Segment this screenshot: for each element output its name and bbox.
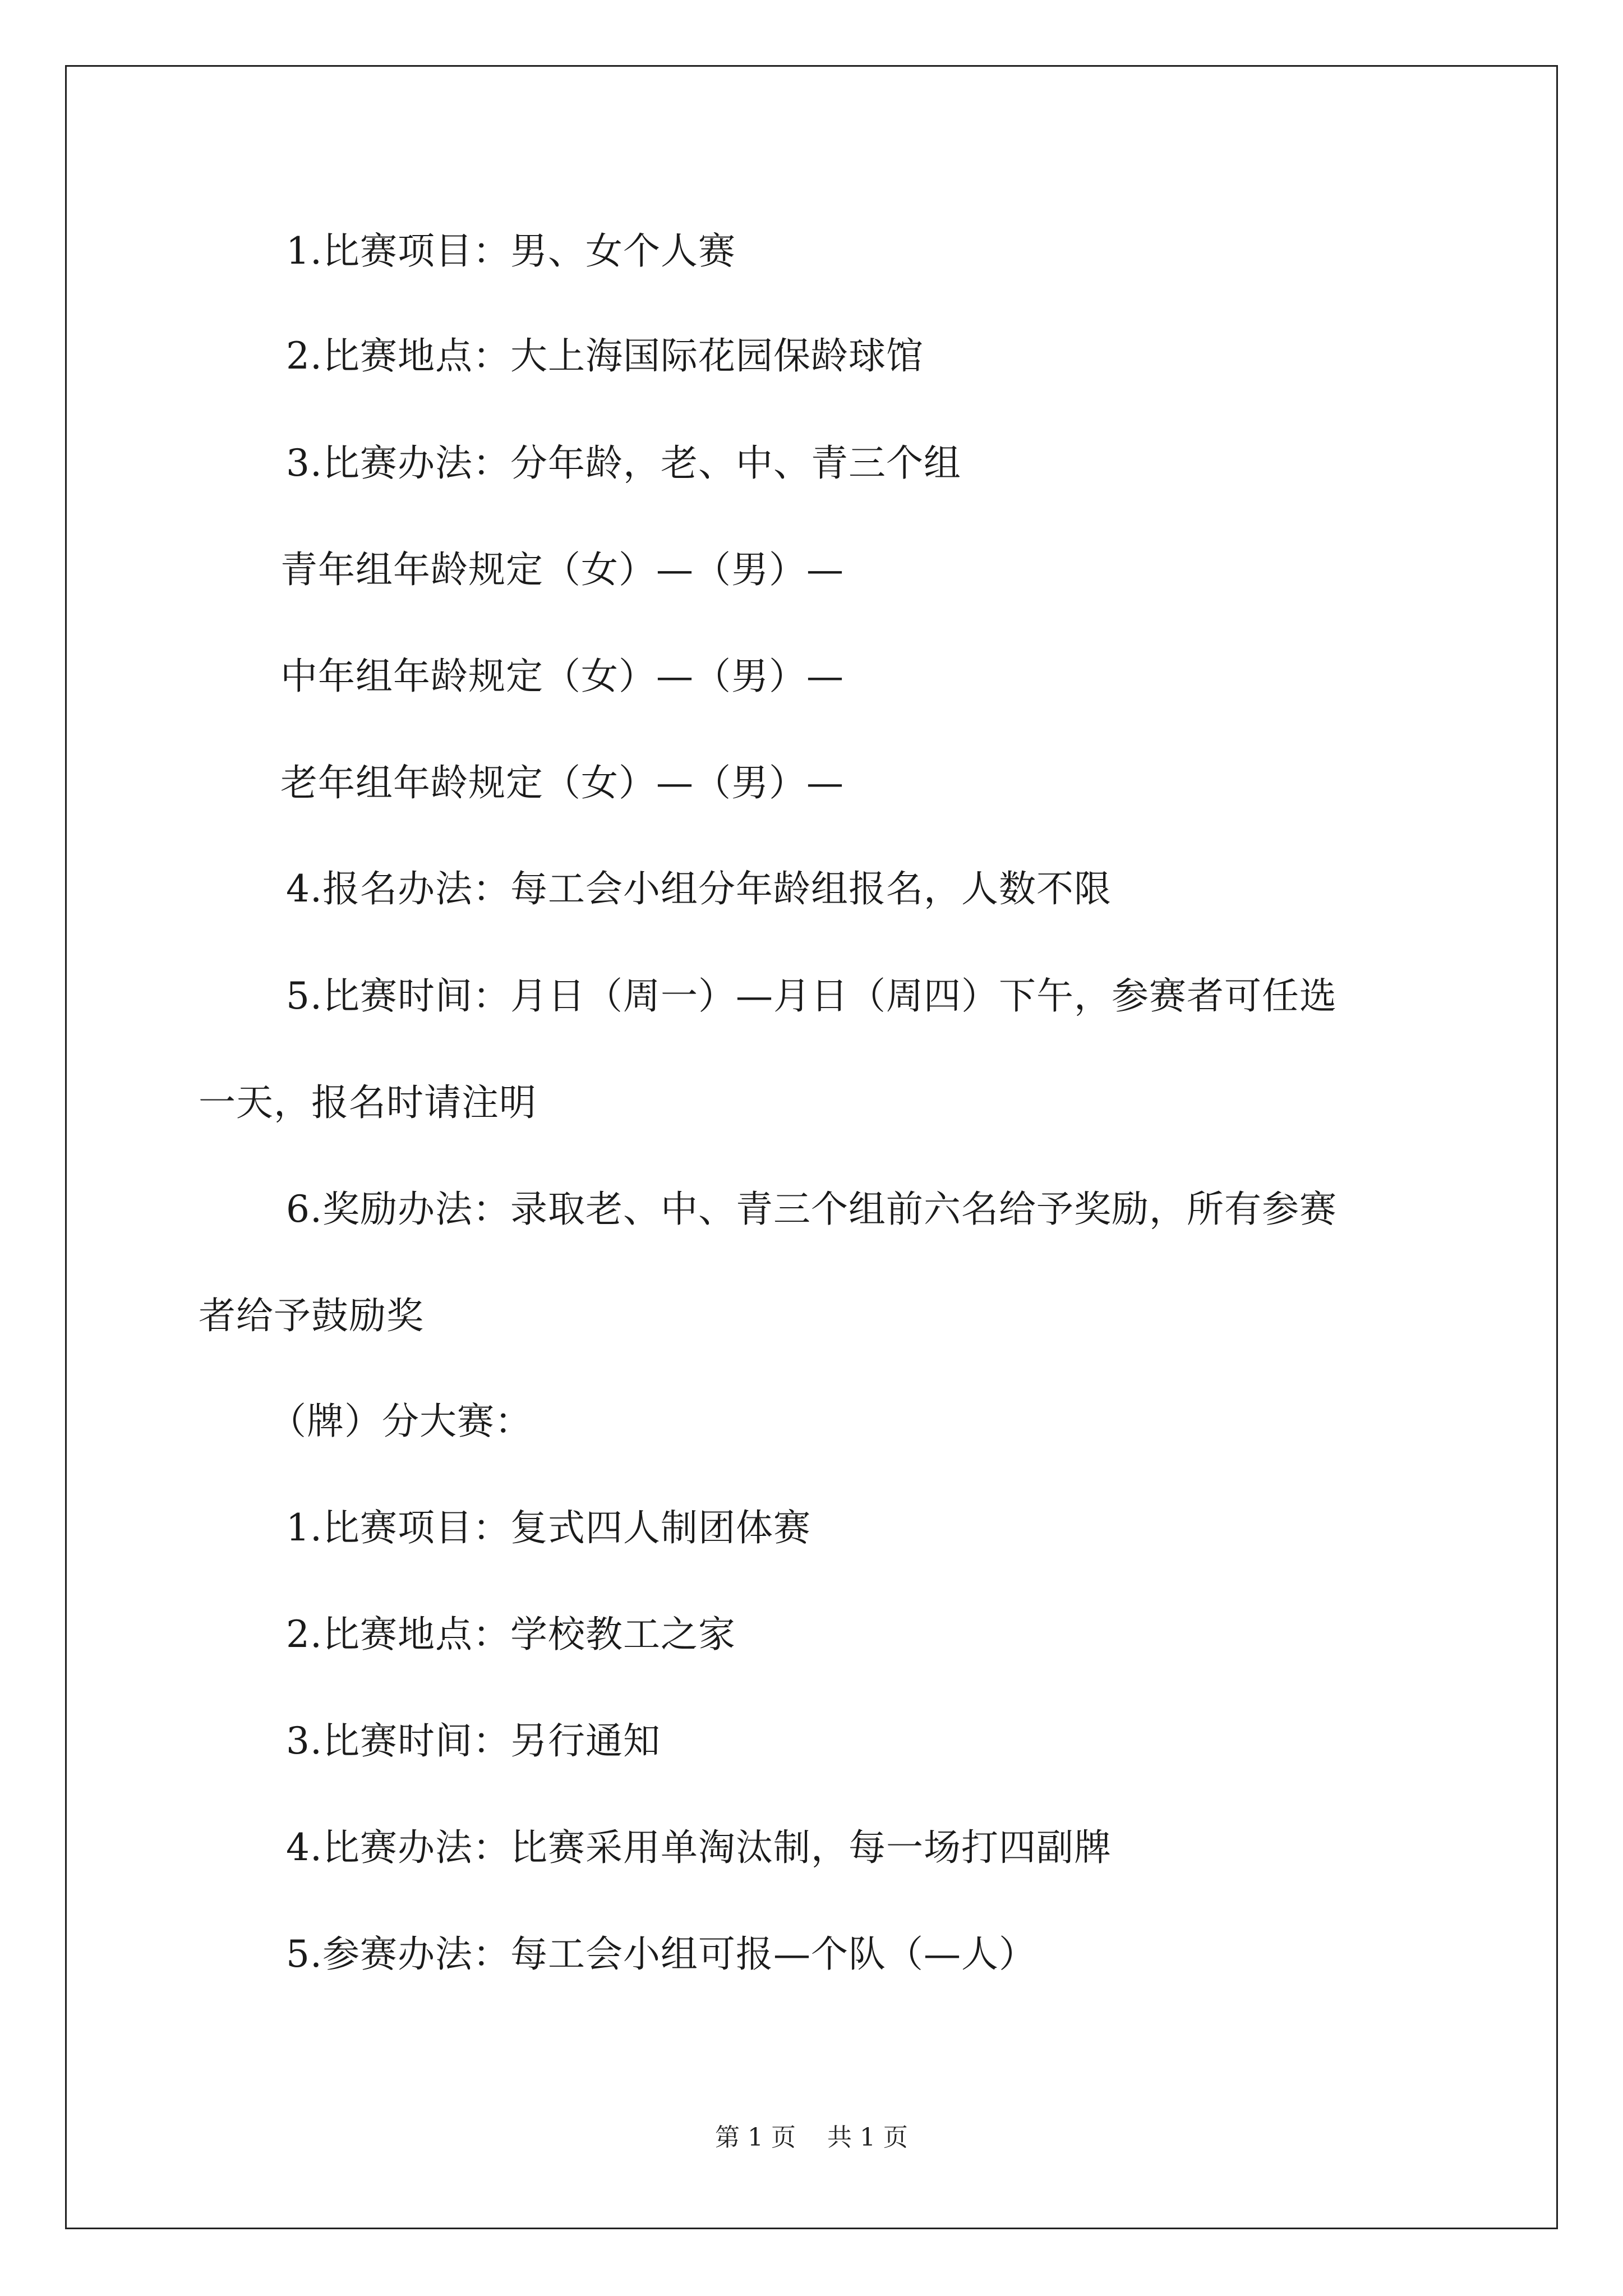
- page-number-footer: 第 1 页 共 1 页: [715, 2123, 908, 2152]
- doc-line-9: 一天，报名时请注明: [199, 1081, 537, 1124]
- doc-line-16: 4.比赛办法：比赛采用单淘汰制，每一场打四副牌: [286, 1826, 1112, 1869]
- doc-line-4: 青年组年龄规定（女）—（男）—: [280, 548, 844, 591]
- doc-line-15: 3.比赛时间：另行通知: [286, 1719, 661, 1763]
- doc-line-12: （牌）分大赛：: [269, 1400, 532, 1443]
- doc-line-14: 2.比赛地点：学校教工之家: [286, 1613, 736, 1656]
- doc-line-8: 5.比赛时间：月日（周一）—月日（周四）下午，参赛者可任选: [286, 974, 1337, 1018]
- doc-line-6: 老年组年龄规定（女）—（男）—: [280, 761, 844, 804]
- page-border: [65, 65, 1558, 2229]
- doc-line-17: 5.参赛办法：每工会小组可报—个队（—人）: [286, 1932, 1036, 1976]
- doc-line-13: 1.比赛项目：复式四人制团体赛: [286, 1506, 811, 1549]
- doc-line-11: 者给予鼓励奖: [199, 1294, 424, 1337]
- doc-line-10: 6.奖励办法：录取老、中、青三个组前六名给予奖励，所有参赛: [286, 1188, 1337, 1231]
- doc-line-5: 中年组年龄规定（女）—（男）—: [280, 655, 844, 698]
- doc-line-3: 3.比赛办法：分年龄，老、中、青三个组: [286, 441, 961, 485]
- doc-line-2: 2.比赛地点：大上海国际花园保龄球馆: [286, 334, 924, 378]
- doc-line-1: 1.比赛项目：男、女个人赛: [286, 229, 736, 273]
- doc-line-7: 4.报名办法：每工会小组分年龄组报名，人数不限: [286, 867, 1112, 910]
